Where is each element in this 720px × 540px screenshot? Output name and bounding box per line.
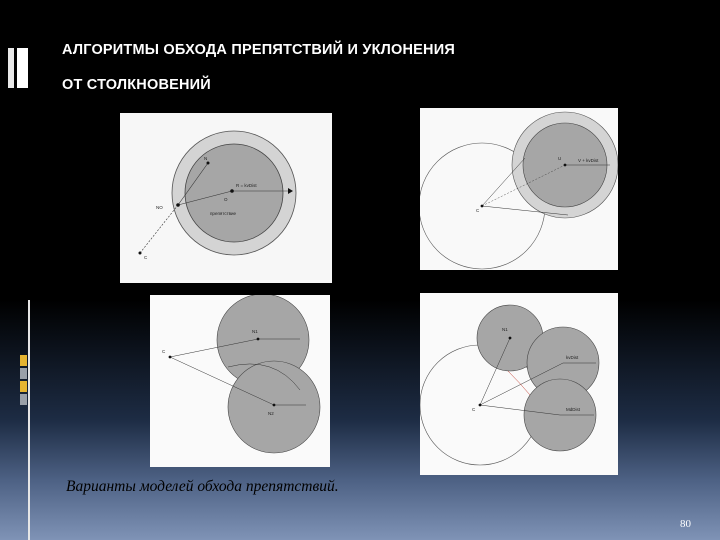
figure-2-diagram <box>420 108 618 270</box>
label-o: O <box>224 197 228 202</box>
title-line-1: АЛГОРИТМЫ ОБХОДА ПРЕПЯТСТВИЙ И УКЛОНЕНИЯ <box>62 42 455 58</box>
swatch-orange <box>20 355 27 366</box>
figure-1 <box>120 113 332 283</box>
label-c: C <box>144 255 148 260</box>
label-c: C <box>472 407 476 412</box>
page-number: 80 <box>680 518 691 530</box>
label-c: C <box>476 208 480 213</box>
swatch-gray <box>20 394 27 405</box>
figure-4-diagram <box>420 293 618 475</box>
vertical-rule <box>28 300 30 540</box>
label-no: NO <box>156 205 163 210</box>
label-md: MdDist <box>566 407 581 412</box>
label-n1: N1 <box>252 329 258 334</box>
title-line-2: ОТ СТОЛКНОВЕНИЙ <box>62 77 211 93</box>
figure-1-diagram <box>120 113 332 283</box>
figure-3 <box>150 295 330 467</box>
figure-3-diagram <box>150 295 330 467</box>
label-c: C <box>162 349 166 354</box>
accent-bar <box>8 48 14 88</box>
label-kv: kvDist <box>566 355 579 360</box>
label-n: N <box>204 156 208 161</box>
swatch-gray <box>20 368 27 379</box>
figure-4 <box>420 293 618 475</box>
swatch-orange <box>20 381 27 392</box>
label-n2: N2 <box>268 411 274 416</box>
label-r: R = kvDist <box>236 183 257 188</box>
slide-title <box>62 33 682 103</box>
label-vr: V + kvDist <box>578 158 599 163</box>
label-obstacle: препятствие <box>210 211 237 216</box>
accent-bar <box>17 48 28 88</box>
label-n1: N1 <box>502 327 508 332</box>
color-swatches <box>20 355 27 407</box>
left-accent-bars <box>8 48 28 88</box>
figure-2 <box>420 108 618 270</box>
figure-caption: Варианты моделей обхода препятствий. <box>66 478 339 495</box>
label-u: U <box>558 156 562 161</box>
